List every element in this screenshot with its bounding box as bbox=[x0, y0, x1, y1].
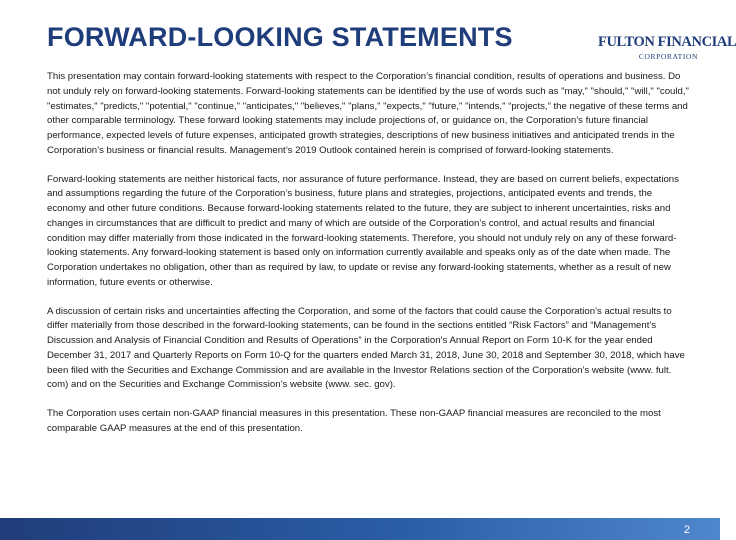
paragraph-assurance: Forward-looking statements are neither historical facts, nor assurance of future performance. Instead, they are based on current beliefs, expectations and assumptions regarding the future of the Corporation’s business, future plans and strategies, projections, anticipated events and trends, the economy and other future conditions. Because forward-looking statements related to the future, they are subject to inherent uncertainties, risks and changes in circumstances that are difficult to predict and many of which are outside of the Corporation’s control, and actual results and financial condition may differ materially from those indicated in the forward-looking statements. Therefore, you should not unduly rely on any of these forward-looking statements. Any forward-looking statement is based only on information currently available and speaks only as of the date when made. The Corporation undertakes no obligation, other than as required by law, to update or revise any forward-looking statements, whether as a result of new information, future events or otherwise. bbox=[47, 173, 679, 288]
logo-subtitle: CORPORATION bbox=[638, 52, 698, 61]
logo-name: FULTON FINANCIAL bbox=[598, 34, 736, 50]
company-logo bbox=[598, 34, 736, 64]
paragraph-intro: This presentation may contain forward-looking statements with respect to the Corporation’s financial condition, results of operations and business. Do not unduly rely on forward-looking statements. Forward-looking statements can be identified by the use of words such as "may," "should," "will," "could," "estimates," "predicts," "potential," "continue," "anticipates," "believes," "plans," "expects," "future," "intends," “projects,” the negative of these terms and other comparable terminology. These forward looking statements may include projections of, or guidance on, the Corporation’s future financial performance, expected levels of future expenses, anticipated growth strategies, descriptions of new business initiatives and anticipated trends in the Corporation’s business or financial results. Management’s 2019 Outlook contained herein is comprised of forward-looking statements. bbox=[47, 71, 689, 156]
paragraph-non-gaap: The Corporation uses certain non-GAAP financial measures in this presentation. These non-GAAP financial measures are reconciled to the most comparable GAAP measures at the end of this presentation. bbox=[47, 408, 661, 434]
paragraph-risks: A discussion of certain risks and uncertainties affecting the Corporation, and some of the factors that could cause the Corporation’s actual results to differ materially from those described in the forward-looking statements, can be found in the sections entitled “Risk Factors” and “Management’s Discussion and Analysis of Financial Condition and Results of Operations” in the Corporation’s Annual Report on Form 10-K for the year ended December 31, 2017 and Quarterly Reports on Form 10-Q for the quarters ended March 31, 2018, June 30, 2018 and September 30, 2018, which have been filed with the Securities and Exchange Commission and are available in the Investor Relations section of the Corporation’s website (www. fult. com) and on the Securities and Exchange Commission’s website (www. sec. gov). bbox=[47, 305, 685, 391]
slide-title: FORWARD-LOOKING STATEMENTS bbox=[47, 22, 513, 52]
footer-bar bbox=[0, 518, 720, 540]
slide-body bbox=[47, 70, 693, 451]
page-number: 2 bbox=[683, 524, 690, 536]
